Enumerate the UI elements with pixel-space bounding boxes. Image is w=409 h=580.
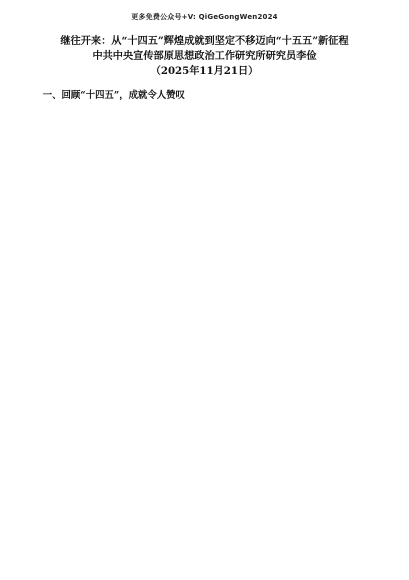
- title-block: [24, 34, 385, 78]
- header-note: 更多免费公众号+V: QiGeGongWen2024: [131, 13, 278, 21]
- section-heading: 一、回顾“十四五”，成就令人赞叹: [42, 90, 185, 102]
- title-line-1: 继往开来：从“十四五”辉煌成就到坚定不移迈向“十五五”新征程: [60, 35, 349, 47]
- title-date: （2025年11月21日）: [150, 64, 259, 77]
- title-line-2: 中共中央宣传部原思想政治工作研究所研究员李俭: [92, 49, 317, 62]
